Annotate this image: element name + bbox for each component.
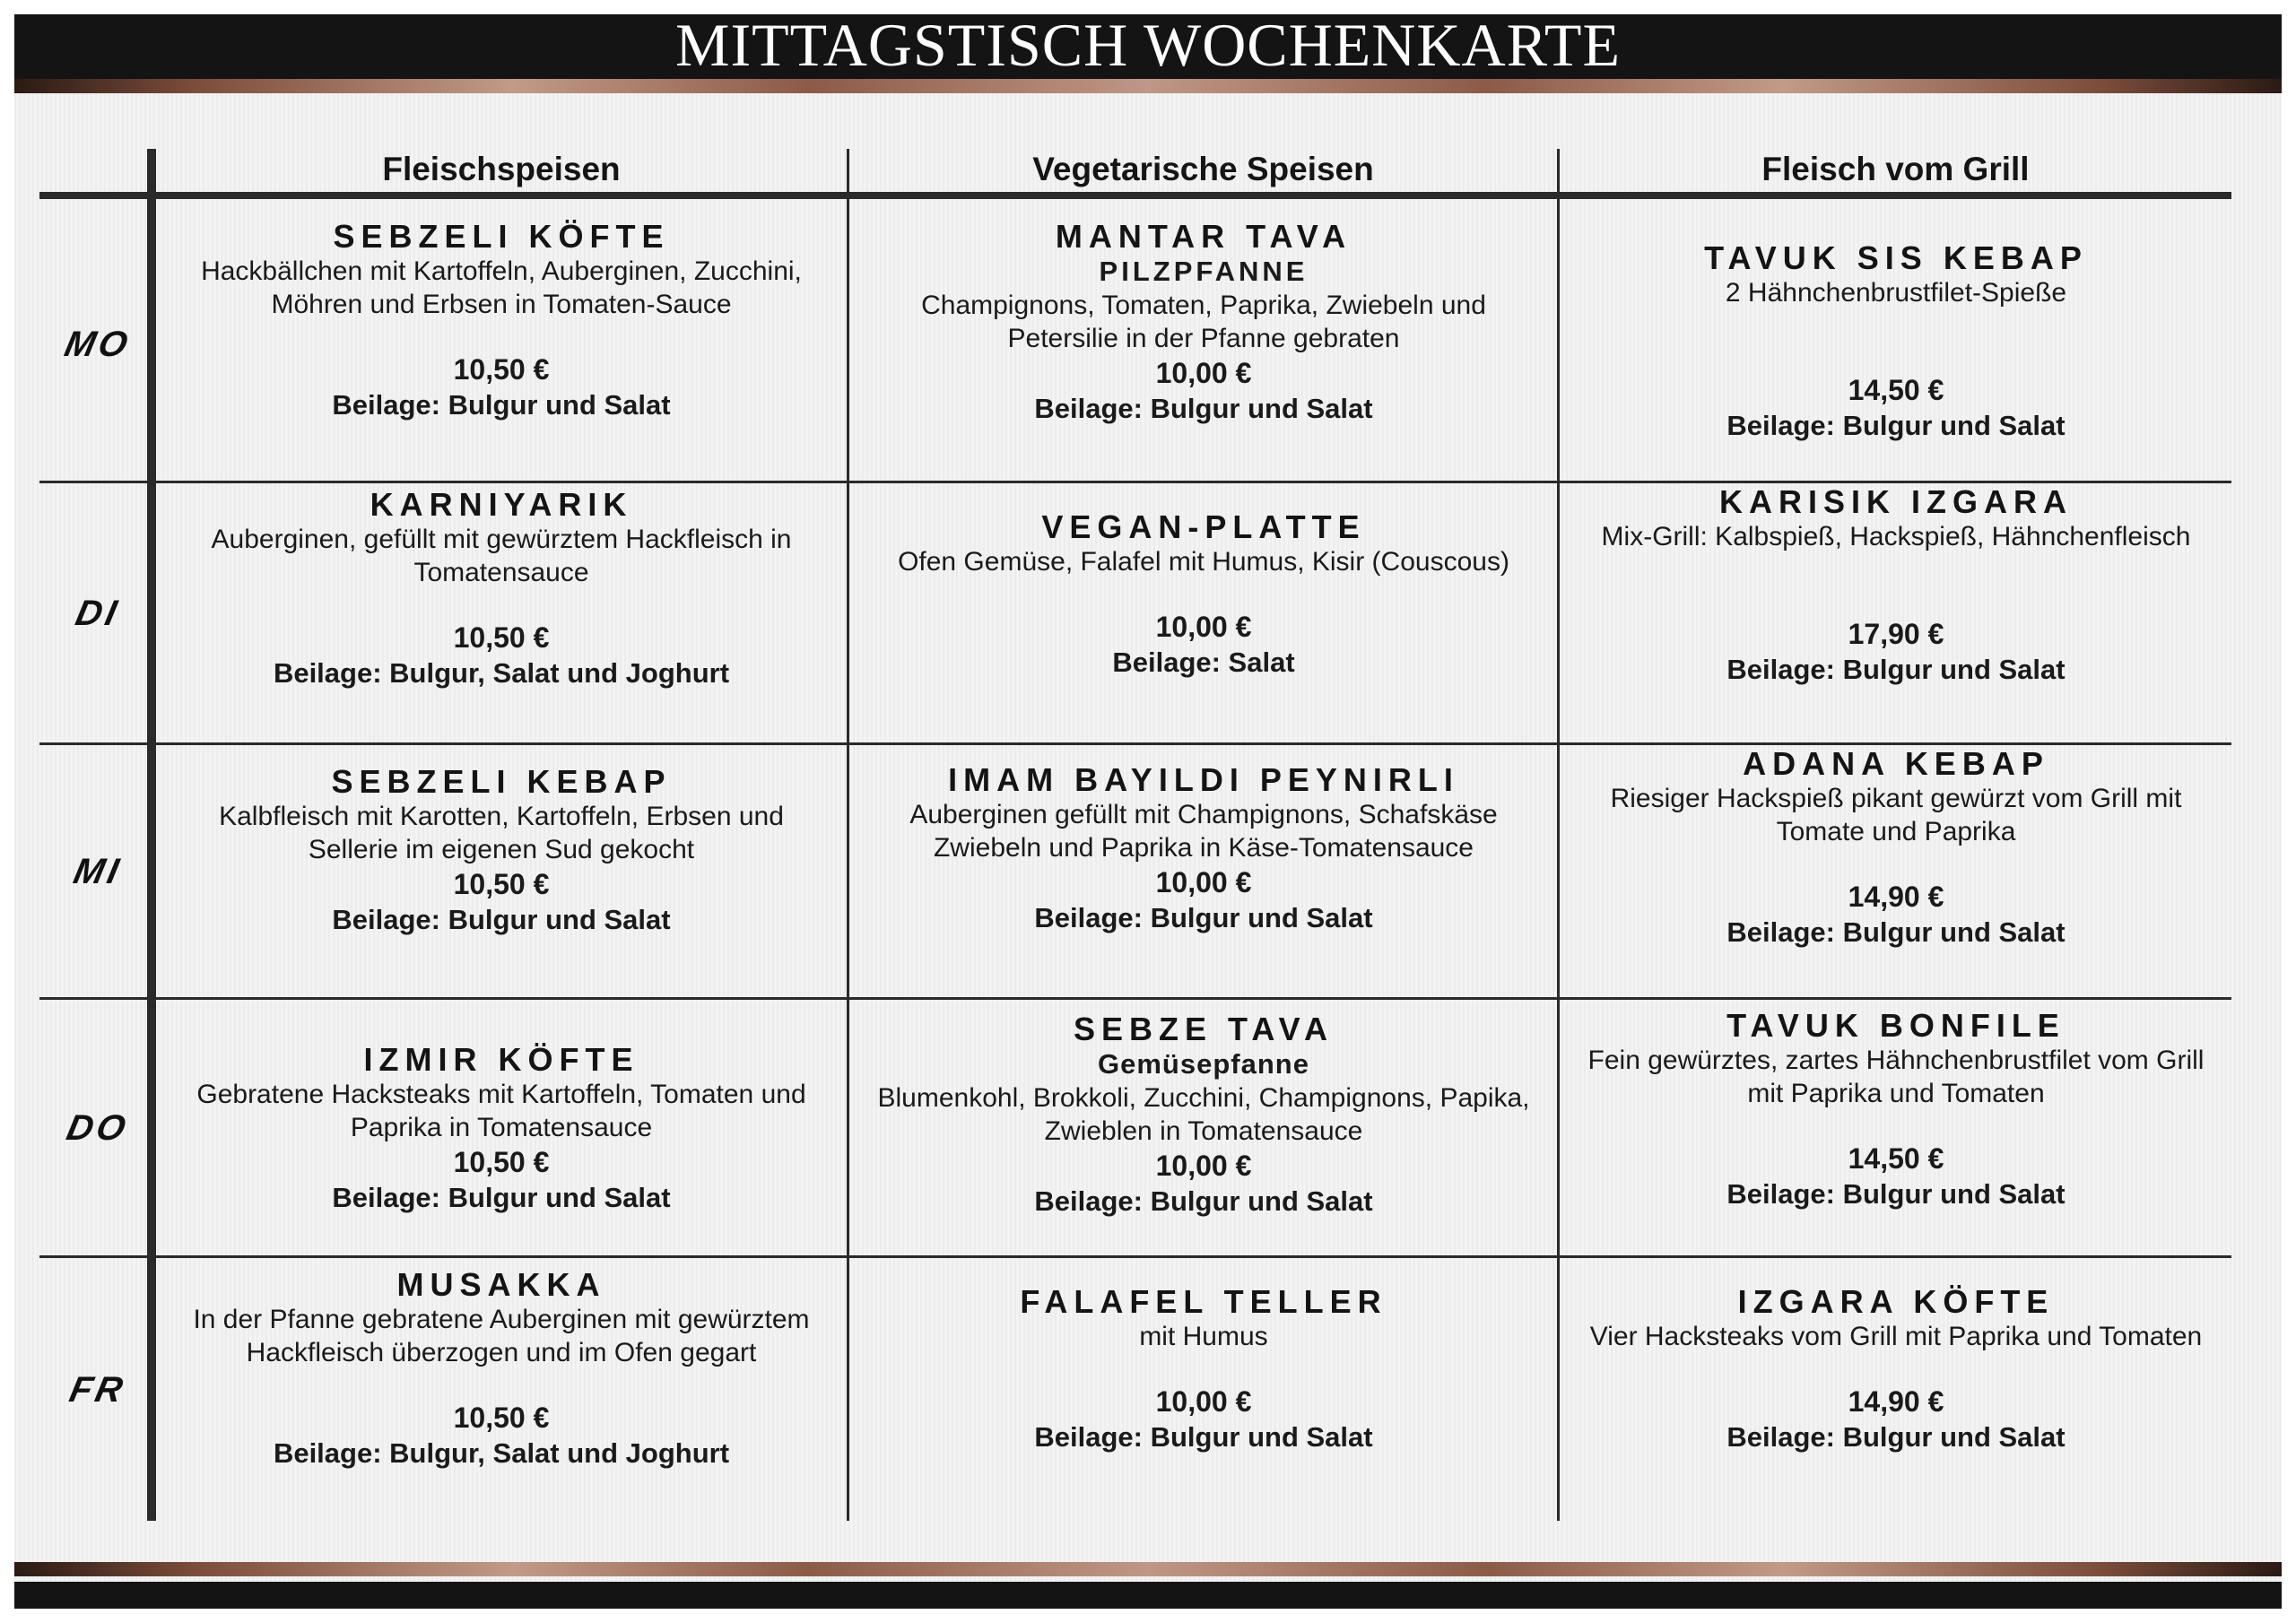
dish-side: Beilage: Bulgur und Salat — [332, 904, 671, 935]
dish-description: Kalbfleisch mit Karotten, Kartoffeln, Erbsen und Sellerie im eigenen Sud gekocht — [219, 802, 784, 864]
dish-price: 10,50 € — [453, 621, 550, 654]
dish-description: mit Humus — [1139, 1322, 1268, 1351]
dish-description: Gebratene Hacksteaks mit Kartoffeln, Tomaten und Paprika in Tomatensauce — [196, 1080, 806, 1142]
menu-cell — [1569, 1284, 2223, 1455]
dish-side: Beilage: Salat — [1112, 647, 1295, 678]
menu-cell — [165, 1042, 838, 1216]
menu-cell — [1569, 1008, 2223, 1212]
dish-name: KARNIYARIK — [370, 486, 633, 523]
dish-name: ADANA KEBAP — [1743, 745, 2049, 782]
column-header-grill: Fleisch vom Grill — [1761, 151, 2030, 187]
dish-price: 10,00 € — [1155, 1385, 1252, 1418]
dish-name: MUSAKKA — [396, 1266, 606, 1303]
menu-cell — [858, 1011, 1549, 1219]
dish-price: 10,50 € — [453, 1402, 550, 1434]
dish-price: 14,90 € — [1848, 881, 1944, 913]
dish-subtitle: PILZPFANNE — [1099, 256, 1309, 287]
row-divider — [39, 1255, 2231, 1258]
dish-side: Beilage: Bulgur und Salat — [1726, 1178, 2066, 1210]
dish-description: 2 Hähnchenbrustfilet-Spieße — [1725, 278, 2067, 308]
dish-description: Ofen Gemüse, Falafel mit Humus, Kisir (Couscous) — [898, 547, 1509, 577]
page-title: MITTAGSTISCH WOCHENKARTE — [675, 11, 1621, 79]
day-label-di: DI — [72, 594, 124, 633]
dish-description: Fein gewürztes, zartes Hähnchenbrustfilet vom Grill mit Paprika und Tomaten — [1587, 1046, 2205, 1108]
menu-cell — [858, 219, 1549, 427]
dish-description: Vier Hacksteaks vom Grill mit Paprika und Tomaten — [1589, 1322, 2203, 1351]
header-band — [14, 11, 2282, 79]
column-header-fleischspeisen: Fleischspeisen — [382, 151, 621, 187]
footer-stripe — [14, 1562, 2282, 1576]
dish-name: FALAFEL TELLER — [1020, 1283, 1387, 1320]
footer-band — [14, 1582, 2282, 1609]
dish-side: Beilage: Bulgur und Salat — [1726, 410, 2066, 441]
header-stripe — [14, 79, 2282, 93]
dish-name: IZMIR KÖFTE — [363, 1041, 639, 1078]
dish-name: IZGARA KÖFTE — [1737, 1283, 2055, 1320]
dish-side: Beilage: Bulgur und Salat — [1034, 902, 1373, 933]
dish-price: 14,50 € — [1848, 374, 1944, 406]
dish-side: Beilage: Bulgur und Salat — [332, 1182, 671, 1213]
dish-price: 17,90 € — [1848, 618, 1944, 650]
dish-side: Beilage: Bulgur und Salat — [1726, 654, 2066, 685]
dish-side: Beilage: Bulgur und Salat — [1034, 1185, 1373, 1217]
dish-side: Beilage: Bulgur, Salat und Joghurt — [273, 1437, 730, 1469]
menu-cell — [858, 1284, 1549, 1455]
dish-name: TAVUK SIS KEBAP — [1704, 239, 2088, 276]
menu-cell — [1569, 240, 2223, 444]
menu-cell — [165, 1267, 838, 1471]
dish-price: 14,50 € — [1848, 1142, 1944, 1175]
dish-price: 10,50 € — [453, 868, 550, 900]
menu-cell — [165, 764, 838, 938]
menu-cell — [165, 219, 838, 423]
row-divider — [39, 997, 2231, 1000]
column-divider — [847, 149, 849, 1521]
day-label-fr: FR — [65, 1370, 130, 1410]
dish-name: SEBZELI KÖFTE — [333, 218, 670, 255]
dish-name: TAVUK BONFILE — [1726, 1007, 2066, 1044]
dish-name: MANTAR TAVA — [1055, 218, 1352, 255]
day-label-do: DO — [63, 1108, 133, 1148]
dish-price: 10,00 € — [1155, 866, 1252, 898]
dish-price: 14,90 € — [1848, 1385, 1944, 1418]
dish-price: 10,50 € — [453, 1146, 550, 1178]
header-rule — [39, 192, 2231, 199]
dish-description: Riesiger Hackspieß pikant gewürzt vom Grill mit Tomate und Paprika — [1610, 784, 2182, 846]
dish-side: Beilage: Bulgur und Salat — [332, 389, 671, 421]
dish-name: SEBZELI KEBAP — [331, 763, 672, 800]
dish-name: IMAM BAYILDI PEYNIRLI — [948, 761, 1459, 798]
dish-price: 10,00 € — [1155, 1150, 1252, 1182]
dish-side: Beilage: Bulgur, Salat und Joghurt — [273, 657, 730, 689]
column-divider — [1557, 149, 1560, 1521]
menu-cell — [858, 509, 1549, 681]
column-header-vegetarisch: Vegetarische Speisen — [1032, 151, 1374, 187]
dish-subtitle: Gemüsepfanne — [1098, 1048, 1309, 1080]
dish-name: SEBZE TAVA — [1073, 1011, 1334, 1047]
dish-name: VEGAN-PLATTE — [1041, 508, 1366, 545]
dish-side: Beilage: Bulgur und Salat — [1726, 916, 2066, 948]
dish-description: Blumenkohl, Brokkoli, Zucchini, Champignons, Papika, Zwieblen in Tomatensauce — [877, 1083, 1530, 1146]
menu-cell — [858, 762, 1549, 936]
dish-description: Champignons, Tomaten, Paprika, Zwiebeln und Petersilie in der Pfanne gebraten — [921, 291, 1486, 353]
dish-side: Beilage: Bulgur und Salat — [1034, 1421, 1373, 1453]
dish-description: Hackbällchen mit Kartoffeln, Auberginen, Zucchini, Möhren und Erbsen in Tomaten-Sauce — [201, 256, 802, 319]
dish-name: KARISIK IZGARA — [1719, 483, 2073, 520]
dish-price: 10,50 € — [453, 353, 550, 386]
day-label-mi: MI — [70, 852, 126, 891]
dish-price: 10,00 € — [1155, 611, 1252, 643]
dish-description: Auberginen, gefüllt mit gewürztem Hackfleisch in Tomatensauce — [211, 525, 792, 587]
menu-cell — [1569, 484, 2223, 688]
dish-side: Beilage: Bulgur und Salat — [1034, 393, 1373, 424]
dish-description: In der Pfanne gebratene Auberginen mit gewürztem Hackfleisch überzogen und im Ofen gegart — [193, 1305, 810, 1367]
dish-description: Mix-Grill: Kalbspieß, Hackspieß, Hähnchenfleisch — [1601, 522, 2191, 551]
dish-side: Beilage: Bulgur und Salat — [1726, 1421, 2066, 1453]
dish-price: 10,00 € — [1155, 357, 1252, 389]
day-label-mo: MO — [61, 325, 135, 364]
menu-cell — [1569, 746, 2223, 950]
menu-cell — [165, 487, 838, 691]
dish-description: Auberginen gefüllt mit Champignons, Schafskäse Zwiebeln und Paprika in Käse-Tomatensauce — [909, 800, 1498, 863]
